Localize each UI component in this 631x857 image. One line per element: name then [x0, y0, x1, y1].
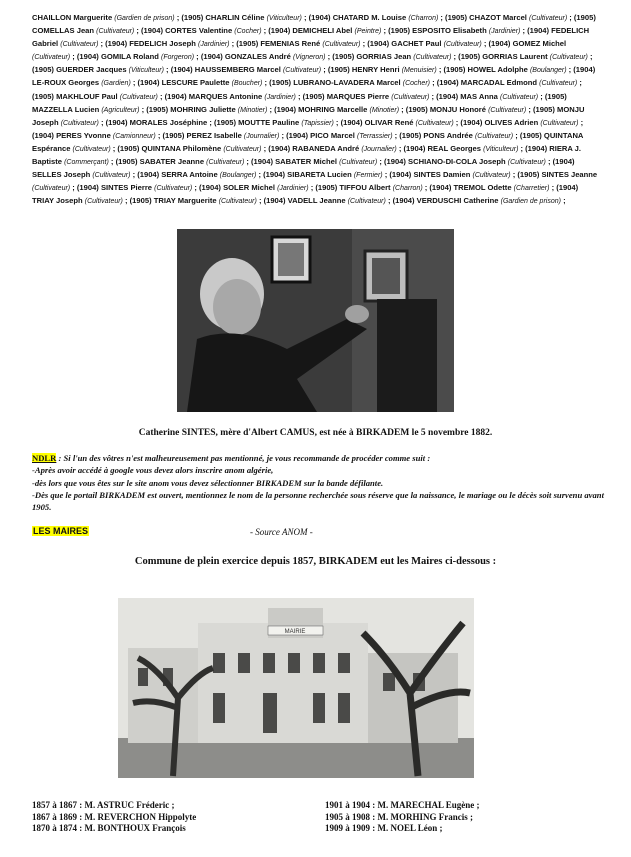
mayor-row: 1870 à 1874 : M. BONTHOUX François: [32, 823, 186, 833]
occupation: (Cultivateur): [488, 106, 527, 114]
year: (1904): [164, 91, 189, 101]
year: (1904): [263, 170, 288, 180]
person-name: SCHIANO-DI-COLA Joseph: [408, 157, 508, 167]
occupation: (Cultivateur): [32, 185, 71, 193]
person-name: LUBRANO-LAVADERA Marcel: [293, 78, 403, 88]
person-name: MAKHLOUF Paul: [56, 91, 120, 101]
year: (1905): [129, 196, 154, 206]
name-entry: SCHIANO-DI-COLA Joseph (Cultivateur) ; (1904): [408, 157, 575, 167]
occupation: (Cultivateur): [472, 172, 511, 180]
person-name: FEMENIAS René: [260, 39, 323, 49]
person-name: OLIVES Adrien: [484, 117, 541, 127]
name-entry: MONJU Joseph (Cultivateur) ; (1904): [32, 104, 585, 127]
occupation: (Menuisier): [401, 67, 437, 75]
person-name: PICO Marcel: [310, 130, 357, 140]
occupation: (Jardinier): [488, 28, 521, 36]
year: (1904): [137, 78, 162, 88]
name-entry: SELLES Joseph (Cultivateur) ; (1904): [32, 170, 162, 180]
person-name: GUERDER Jacques: [56, 65, 129, 75]
person-name: SINTES Damien: [413, 170, 473, 180]
person-name: HAUSSEMBERG Marcel: [194, 65, 283, 75]
occupation: (Vigneron): [292, 54, 326, 62]
name-entry: REAL Georges (Viticulteur) ; (1904): [427, 143, 550, 153]
occupation: (Cultivateur): [96, 28, 135, 36]
occupation: (Jardinier): [198, 41, 230, 49]
year: (1904): [340, 117, 365, 127]
name-entry: CORTES Valentine (Cocher) ; (1904): [165, 26, 293, 36]
occupation: (Cultivateur): [415, 119, 454, 127]
year: (1904): [141, 26, 166, 36]
name-entry: TRIAY Joseph (Cultivateur) ; (1905): [32, 196, 154, 206]
year: (1904): [286, 130, 311, 140]
name-entry: PEREZ Isabelle (Journalier) ; (1904): [186, 130, 311, 140]
maires-heading: LES MAIRES: [33, 526, 89, 536]
year: (1905): [399, 130, 424, 140]
year: (1905): [146, 104, 171, 114]
occupation: (Minotier): [237, 106, 268, 114]
person-name: GORRIAS Laurent: [482, 52, 550, 62]
person-name: GOMEZ Michel: [512, 39, 567, 49]
name-entry: MONJU Honoré (Cultivateur) ; (1905): [429, 104, 558, 114]
name-entry: SINTES Damien (Cultivateur) ; (1905): [413, 170, 542, 180]
person-name: MONJU Honoré: [429, 104, 489, 114]
name-entry: SABATER Jeanne (Cultivateur) ; (1904): [139, 157, 276, 167]
name-entry: CHAILLON Marguerite (Gardien de prison) ; (1905): [32, 13, 206, 22]
ndlr-line: -Après avoir accédé à google vous devez alors inscrire anom algérie,: [32, 465, 274, 476]
person-name: MORALES Joséphine: [129, 117, 210, 127]
occupation: (Cocher): [234, 28, 262, 36]
name-entry: MAS Anna (Cultivateur) ; (1905): [460, 91, 567, 101]
person-name: FEDELICH Joseph: [129, 39, 198, 49]
name-entry: OLIVES Adrien (Cultivateur) ; (1904): [32, 117, 584, 140]
name-entry: RIERA J. Baptiste (Commerçant) ; (1905): [32, 143, 582, 167]
year: (1905): [405, 104, 430, 114]
year: (1904): [527, 26, 552, 36]
photo-catherine-sintes: [177, 229, 454, 412]
occupation: (Peintre): [354, 28, 382, 36]
occupation: (Charron): [408, 15, 439, 22]
name-entry: CHAZOT Marcel (Cultivateur) ; (1905): [469, 13, 596, 22]
person-name: TRIAY Joseph: [32, 196, 85, 206]
name-entry: MOUTTE Pauline (Tapissier) ; (1904): [238, 117, 365, 127]
person-name: MARCADAL Edmond: [460, 78, 540, 88]
year: (1904): [199, 183, 224, 193]
year: (1905): [458, 52, 483, 62]
photo-caption: Catherine SINTES, mère d'Albert CAMUS, est née à BIRKADEM le 5 novembre 1882.: [138, 428, 493, 438]
name-entry: SIBARETA Lucien (Fermier) ; (1904): [287, 170, 414, 180]
person-name: HENRY Henri: [351, 65, 402, 75]
person-name: SINTES Jeanne: [541, 170, 598, 180]
name-entry: PONS Andrée (Cultivateur) ; (1905): [423, 130, 544, 140]
person-name: PEREZ Isabelle: [186, 130, 244, 140]
mayor-row: 1905 à 1908 : M. MORHING Francis ;: [325, 811, 473, 822]
person-name: REAL Georges: [427, 143, 484, 153]
occupation: (Minotier): [369, 106, 400, 114]
year: (1904): [403, 143, 428, 153]
year: (1905): [302, 91, 327, 101]
year: (1904): [308, 13, 333, 22]
occupation: (Boulanger): [219, 172, 257, 180]
name-entry: FEDELICH Joseph (Jardinier) ; (1905): [129, 39, 261, 49]
person-name: MARQUES Pierre: [326, 91, 392, 101]
name-entry: GORRIAS Laurent (Cultivateur) ; (1905): [32, 52, 593, 75]
year: (1904): [268, 143, 293, 153]
name-entry: MORALES Joséphine ; (1905): [129, 117, 239, 127]
occupation: (Cultivateur): [223, 145, 262, 153]
name-entry: SINTES Pierre (Cultivateur) ; (1904): [100, 183, 224, 193]
year: (1905): [517, 170, 542, 180]
year: (1905): [236, 39, 261, 49]
names-list: [32, 12, 602, 208]
occupation: (Cultivateur): [84, 198, 123, 206]
occupation: (Cultivateur): [154, 185, 193, 193]
person-name: SOLER Michel: [223, 183, 278, 193]
name-entry: GONZALES André (Vigneron) ; (1905): [224, 52, 357, 62]
person-name: MOHRING Marcelle: [298, 104, 370, 114]
name-entry: CHATARD M. Louise (Charron) ; (1905): [332, 13, 470, 22]
occupation: (Viticulteur): [128, 67, 164, 75]
person-name: RABANEDA André: [292, 143, 362, 153]
year: (1904): [488, 39, 513, 49]
name-entry: TREMOL Odette (Charretier) ; (1904): [453, 183, 579, 193]
person-name: GORRIAS Jean: [356, 52, 414, 62]
year: (1904): [383, 157, 409, 167]
year: (1905): [532, 104, 558, 114]
occupation: (Cultivateur): [72, 145, 111, 153]
occupation: (Boulanger): [529, 67, 567, 75]
ndlr-note: [32, 452, 612, 513]
occupation: (Cultivateur): [92, 172, 131, 180]
year: (1904): [251, 157, 276, 167]
year: (1904): [436, 91, 461, 101]
occupation: (Jardinier): [277, 185, 309, 193]
occupation: (Cultivateur): [218, 198, 257, 206]
year: (1905): [443, 65, 468, 75]
year: (1904): [105, 39, 130, 49]
name-entry: QUINTANA Philomène (Cultivateur) ; (1904): [141, 143, 293, 153]
year: (1905): [181, 13, 206, 22]
person-name: SIBARETA Lucien: [287, 170, 354, 180]
year: (1904): [525, 143, 550, 153]
occupation: (Cultivateur): [540, 119, 579, 127]
occupation: (Cultivateur): [206, 159, 245, 167]
year: (1904): [389, 170, 414, 180]
name-entry: RABANEDA André (Journalier) ; (1904): [292, 143, 428, 153]
occupation: (Cultivateur): [282, 67, 322, 75]
ndlr-label: NDLR: [32, 453, 57, 463]
person-name: SINTES Pierre: [100, 183, 155, 193]
occupation: (Gardien de prison): [500, 198, 561, 206]
year: (1904): [392, 196, 417, 206]
name-entry: PICO Marcel (Terrassier) ; (1905): [310, 130, 424, 140]
person-name: QUINTANA Espérance: [32, 130, 584, 153]
name-entry: MOHRING Marcelle (Minotier) ; (1905): [298, 104, 430, 114]
name-entry: MARQUES Antonine (Jardinier) ; (1905): [188, 91, 327, 101]
name-entry: COMELLAS Jean (Cultivateur) ; (1904): [32, 26, 166, 36]
year: (1905): [332, 52, 357, 62]
occupation: (Cultivateur): [60, 119, 99, 127]
name-entry: DEMICHELI Abel (Peintre) ; (1905): [292, 26, 413, 36]
person-name: TREMOL Odette: [453, 183, 514, 193]
person-name: LESCURE Paulette: [161, 78, 232, 88]
person-name: CHAZOT Marcel: [469, 13, 530, 22]
name-entry: CHARLIN Céline (Viticulteur) ; (1904): [205, 13, 333, 22]
person-name: MONJU Joseph: [32, 104, 585, 127]
mayor-row: 1901 à 1904 : M. MARECHAL Eugène ;: [325, 800, 480, 810]
person-name: PONS Andrée: [423, 130, 475, 140]
year: (1904): [76, 52, 101, 62]
occupation: (Cultivateur): [32, 54, 71, 62]
person-name: VADELL Jeanne: [287, 196, 348, 206]
occupation: (Cultivateur): [347, 198, 386, 206]
occupation: (Fermier): [353, 172, 383, 180]
name-entry: GACHET Paul (Cultivateur) ; (1904): [391, 39, 513, 49]
person-name: CORTES Valentine: [165, 26, 235, 36]
occupation: (Terrassier): [357, 132, 393, 140]
occupation: (Cultivateur): [391, 93, 430, 101]
year: (1905): [519, 130, 544, 140]
name-entry: QUINTANA Espérance (Cultivateur) ; (1905): [32, 130, 584, 153]
occupation: (Commerçant): [64, 159, 109, 167]
person-name: PERES Yvonne: [56, 130, 113, 140]
name-entry: OLIVAR René (Cultivateur) ; (1904): [364, 117, 485, 127]
name-entry: SABATER Michel (Cultivateur) ; (1904): [275, 157, 409, 167]
year: (1904): [263, 196, 288, 206]
person-name: DEMICHELI Abel: [292, 26, 355, 36]
name-entry: ESPOSITO Elisabeth (Jardinier) ; (1904): [412, 26, 552, 36]
year: (1904): [367, 39, 392, 49]
name-entry: GOMEZ Michel (Cultivateur) ; (1904): [32, 39, 567, 62]
year: (1904): [268, 26, 293, 36]
person-name: SERRA Antoine: [161, 170, 220, 180]
name-entry: MARQUES Pierre (Cultivateur) ; (1904): [326, 91, 461, 101]
name-entry: SOLER Michel (Jardinier) ; (1905): [223, 183, 340, 193]
occupation: (Cultivateur): [529, 15, 568, 22]
occupation: (Charretier): [513, 185, 550, 193]
ndlr-line: -dès lors que vous êtes sur le site anom vous devez sélectionner BIRKADEM sur la bande défilante.: [32, 477, 384, 488]
person-name: MARQUES Antonine: [188, 91, 265, 101]
name-entry: MARCADAL Edmond (Cultivateur) ; (1905): [32, 78, 582, 101]
name-entry: FEMENIAS René (Cultivateur) ; (1904): [260, 39, 392, 49]
year: (1905): [162, 130, 187, 140]
year: (1905): [315, 183, 340, 193]
year: (1904): [137, 170, 162, 180]
occupation: (Boucher): [231, 80, 263, 88]
person-name: MOUTTE Pauline: [238, 117, 302, 127]
name-entry: HENRY Henri (Menuisier) ; (1905): [351, 65, 468, 75]
year: (1905): [327, 65, 352, 75]
person-name: SABATER Jeanne: [139, 157, 207, 167]
occupation: (Charron): [392, 185, 423, 193]
year: (1904): [556, 183, 579, 193]
year: (1905): [32, 65, 57, 75]
person-name: MAZZELLA Lucien: [32, 104, 102, 114]
occupation: (Cultivateur): [322, 41, 361, 49]
year: (1905): [269, 78, 294, 88]
occupation: (Cultivateur): [443, 41, 482, 49]
occupation: (Cultivateur): [539, 80, 578, 88]
person-name: OLIVAR René: [364, 117, 416, 127]
person-name: CHARLIN Céline: [205, 13, 267, 22]
person-name: SELLES Joseph: [32, 170, 93, 180]
person-name: CHATARD M. Louise: [332, 13, 409, 22]
source-label: - Source ANOM -: [250, 527, 313, 537]
occupation: (Camionneur): [112, 132, 156, 140]
year: (1904): [105, 117, 130, 127]
name-entry: HOWEL Adolphe (Boulanger) ; (1904): [467, 65, 596, 75]
year: (1904): [436, 78, 461, 88]
person-name: SABATER Michel: [275, 157, 340, 167]
name-entry: FEDELICH Gabriel (Cultivateur) ; (1904): [32, 26, 590, 49]
year: (1905): [214, 117, 239, 127]
occupation: (Gardien de prison): [114, 15, 175, 22]
commune-heading: Commune de plein exercice depuis 1857, BIRKADEM eut les Maires ci-dessous :: [134, 556, 497, 567]
mayor-row: 1909 à 1909 : M. NOEL Léon ;: [325, 823, 443, 833]
person-name: MOHRING Juliette: [170, 104, 238, 114]
photo1-illustration: [177, 229, 454, 412]
person-name: TRIAY Marguerite: [153, 196, 219, 206]
name-entry: GUERDER Jacques (Viticulteur) ; (1904): [56, 65, 195, 75]
occupation: (Forgeron): [160, 54, 195, 62]
photo-mairie-building: [118, 598, 474, 778]
occupation: (Gardien): [101, 80, 131, 88]
name-entry: LESCURE Paulette (Boucher) ; (1905): [161, 78, 294, 88]
person-name: MAS Anna: [460, 91, 500, 101]
year: (1904): [274, 104, 299, 114]
occupation: (Cultivateur): [119, 93, 158, 101]
ndlr-intro: : Si l'un des vôtres n'est malheureusement pas mentionné, je vous recommande de procéder comme suit :: [56, 453, 431, 463]
year: (1905): [32, 91, 57, 101]
name-entry: SERRA Antoine (Boulanger) ; (1904): [161, 170, 288, 180]
person-name: ESPOSITO Elisabeth: [412, 26, 489, 36]
occupation: (Viticulteur): [483, 145, 519, 153]
person-name: TIFFOU Albert: [339, 183, 393, 193]
year: (1904): [76, 183, 101, 193]
name-entry: LE-ROUX Georges (Gardien) ; (1904): [32, 78, 162, 88]
person-name: GONZALES André: [224, 52, 293, 62]
year: (1904): [573, 65, 596, 75]
year: (1905): [388, 26, 413, 36]
year: (1905): [445, 13, 470, 22]
name-entry: TRIAY Marguerite (Cultivateur) ; (1904): [153, 196, 288, 206]
ndlr-line: -Dès que le portail BIRKADEM est ouvert, mentionnez le nom de la personne recherchée sous réserve que la naissance, le mariage ou le décès soit survenu avant 1905.: [32, 489, 604, 513]
person-name: COMELLAS Jean: [32, 26, 97, 36]
photo2-illustration: [118, 598, 474, 778]
year: (1905): [115, 157, 140, 167]
mairie-sign: MAIRIE: [284, 629, 306, 635]
year: (1904): [170, 65, 195, 75]
year: (1905): [544, 91, 567, 101]
occupation: (Journalier): [361, 145, 397, 153]
name-entry: HAUSSEMBERG Marcel (Cultivateur) ; (1905): [194, 65, 352, 75]
year: (1904): [200, 52, 225, 62]
mayor-row: 1857 à 1867 : M. ASTRUC Fréderic ;: [32, 800, 175, 810]
occupation: (Cultivateur): [413, 54, 452, 62]
mayors-list-left: [32, 800, 196, 835]
occupation: (Cocher): [402, 80, 430, 88]
name-entry: VERDUSCHI Catherine (Gardien de prison) ;: [416, 196, 566, 206]
name-entry: LUBRANO-LAVADERA Marcel (Cocher) ; (1904): [293, 78, 461, 88]
occupation: (Tapissier): [301, 119, 334, 127]
occupation: (Viticulteur): [266, 15, 302, 22]
person-name: VERDUSCHI Catherine: [416, 196, 501, 206]
person-name: HOWEL Adolphe: [467, 65, 530, 75]
name-entry: MOHRING Juliette (Minotier) ; (1904): [170, 104, 299, 114]
name-entry: MAZZELLA Lucien (Agriculteur) ; (1905): [32, 104, 171, 114]
name-entry: GOMILA Roland (Forgeron) ; (1904): [100, 52, 225, 62]
mayors-list-right: [325, 800, 480, 835]
person-name: GOMILA Roland: [100, 52, 161, 62]
mayor-row: 1867 à 1869 : M. REVERCHON Hippolyte: [32, 811, 197, 822]
person-name: FEDELICH Gabriel: [32, 26, 590, 49]
name-entry: SINTES Jeanne (Cultivateur) ; (1904): [32, 170, 598, 193]
name-entry: MAKHLOUF Paul (Cultivateur) ; (1904): [56, 91, 189, 101]
occupation: (Cultivateur): [339, 159, 378, 167]
year: (1904): [552, 157, 575, 167]
person-name: RIERA J. Baptiste: [32, 143, 582, 167]
occupation: (Jardinier): [264, 93, 296, 101]
name-entry: TIFFOU Albert (Charron) ; (1904): [339, 183, 454, 193]
occupation: (Cultivateur): [507, 159, 546, 167]
occupation: (Cultivateur): [60, 41, 99, 49]
name-entry: GORRIAS Jean (Cultivateur) ; (1905): [356, 52, 483, 62]
name-entry: VADELL Jeanne (Cultivateur) ; (1904): [287, 196, 417, 206]
person-name: GACHET Paul: [391, 39, 444, 49]
year: (1904): [429, 183, 454, 193]
occupation: (Journalier): [243, 132, 280, 140]
year: (1904): [32, 130, 57, 140]
year: (1904): [460, 117, 485, 127]
person-name: LE-ROUX Georges: [32, 78, 102, 88]
name-entry: PERES Yvonne (Camionneur) ; (1905): [56, 130, 187, 140]
occupation: (Cultivateur): [474, 132, 514, 140]
person-name: QUINTANA Philomène: [141, 143, 224, 153]
occupation: (Cultivateur): [549, 54, 588, 62]
person-name: CHAILLON Marguerite: [32, 13, 115, 22]
occupation: (Agriculteur): [101, 106, 140, 114]
occupation: (Cultivateur): [500, 93, 539, 101]
year: (1905): [573, 13, 596, 22]
year: (1905): [117, 143, 142, 153]
